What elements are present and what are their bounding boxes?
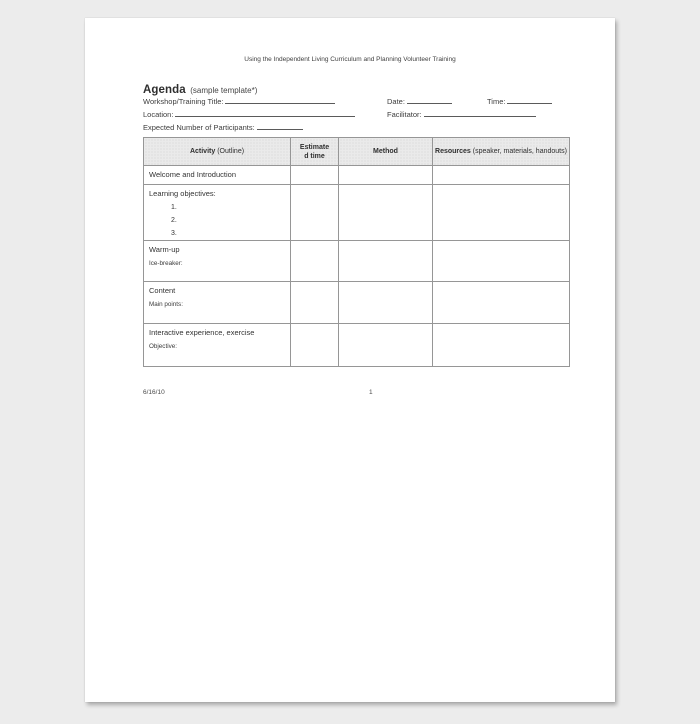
method-cell bbox=[339, 324, 433, 367]
facilitator-label: Facilitator: bbox=[387, 110, 422, 119]
method-cell bbox=[339, 282, 433, 324]
page-title-note: (sample template*) bbox=[190, 86, 258, 95]
resources-cell bbox=[433, 241, 570, 282]
time-field bbox=[487, 94, 552, 108]
activity-column-header: Activity (Outline) bbox=[144, 138, 291, 166]
resources-cell bbox=[433, 324, 570, 367]
table-header-row bbox=[144, 138, 570, 166]
activity-cell: Welcome and Introduction bbox=[144, 166, 291, 185]
workshop-title-label: Workshop/Training Title: bbox=[143, 97, 224, 106]
estimated-time-cell bbox=[291, 324, 339, 367]
facilitator-field bbox=[387, 107, 536, 121]
location-blank bbox=[175, 107, 355, 117]
resources-cell bbox=[433, 185, 570, 241]
document-content bbox=[85, 80, 615, 399]
objectives-list bbox=[144, 199, 290, 240]
activity-cell: Learning objectives: 1. 2. 3. bbox=[144, 185, 291, 241]
activity-cell: Warm-up Ice-breaker: bbox=[144, 241, 291, 282]
table-row-warm-up bbox=[144, 241, 570, 282]
participants-label: Expected Number of Participants: bbox=[143, 123, 255, 132]
document-footer bbox=[143, 389, 567, 399]
method-cell bbox=[339, 185, 433, 241]
estimated-time-cell bbox=[291, 282, 339, 324]
resources-cell bbox=[433, 166, 570, 185]
activity-cell: Interactive experience, exercise Objective: bbox=[144, 324, 291, 367]
method-column-header: Method bbox=[339, 138, 433, 166]
document-header-text: Using the Independent Living Curriculum and Planning Volunteer Training bbox=[244, 56, 456, 63]
table-row-interactive-experience bbox=[144, 324, 570, 367]
footer-date: 6/16/10 bbox=[143, 389, 165, 396]
method-cell bbox=[339, 241, 433, 282]
objective-item-2: 2. bbox=[171, 217, 177, 224]
date-label: Date: bbox=[387, 97, 405, 106]
estimated-time-cell bbox=[291, 166, 339, 185]
time-blank bbox=[507, 94, 552, 104]
facilitator-blank bbox=[424, 107, 536, 117]
table-row-content bbox=[144, 282, 570, 324]
date-field bbox=[387, 94, 452, 108]
time-label: Time: bbox=[487, 97, 506, 106]
form-row-location bbox=[143, 107, 567, 120]
resources-cell bbox=[433, 282, 570, 324]
date-blank bbox=[407, 94, 452, 104]
document-page bbox=[85, 18, 615, 702]
title-line bbox=[143, 80, 567, 94]
form-row-title bbox=[143, 94, 567, 107]
footer-page-number: 1 bbox=[369, 389, 373, 396]
table-row-learning-objectives bbox=[144, 185, 570, 241]
method-cell bbox=[339, 166, 433, 185]
estimated-time-cell bbox=[291, 241, 339, 282]
participants-blank bbox=[257, 120, 303, 130]
page-title: Agenda bbox=[143, 84, 186, 96]
estimated-time-cell bbox=[291, 185, 339, 241]
workshop-title-blank bbox=[225, 94, 335, 104]
objective-item-1: 1. bbox=[171, 204, 177, 211]
location-label: Location: bbox=[143, 110, 174, 119]
activity-cell: Content Main points: bbox=[144, 282, 291, 324]
objective-item-3: 3. bbox=[171, 230, 177, 237]
table-row-welcome bbox=[144, 166, 570, 185]
resources-column-header: Resources (speaker, materials, handouts) bbox=[433, 138, 570, 166]
estimated-time-column-header: Estimate d time bbox=[291, 138, 339, 166]
agenda-table bbox=[143, 137, 570, 367]
form-row-participants bbox=[143, 120, 567, 133]
